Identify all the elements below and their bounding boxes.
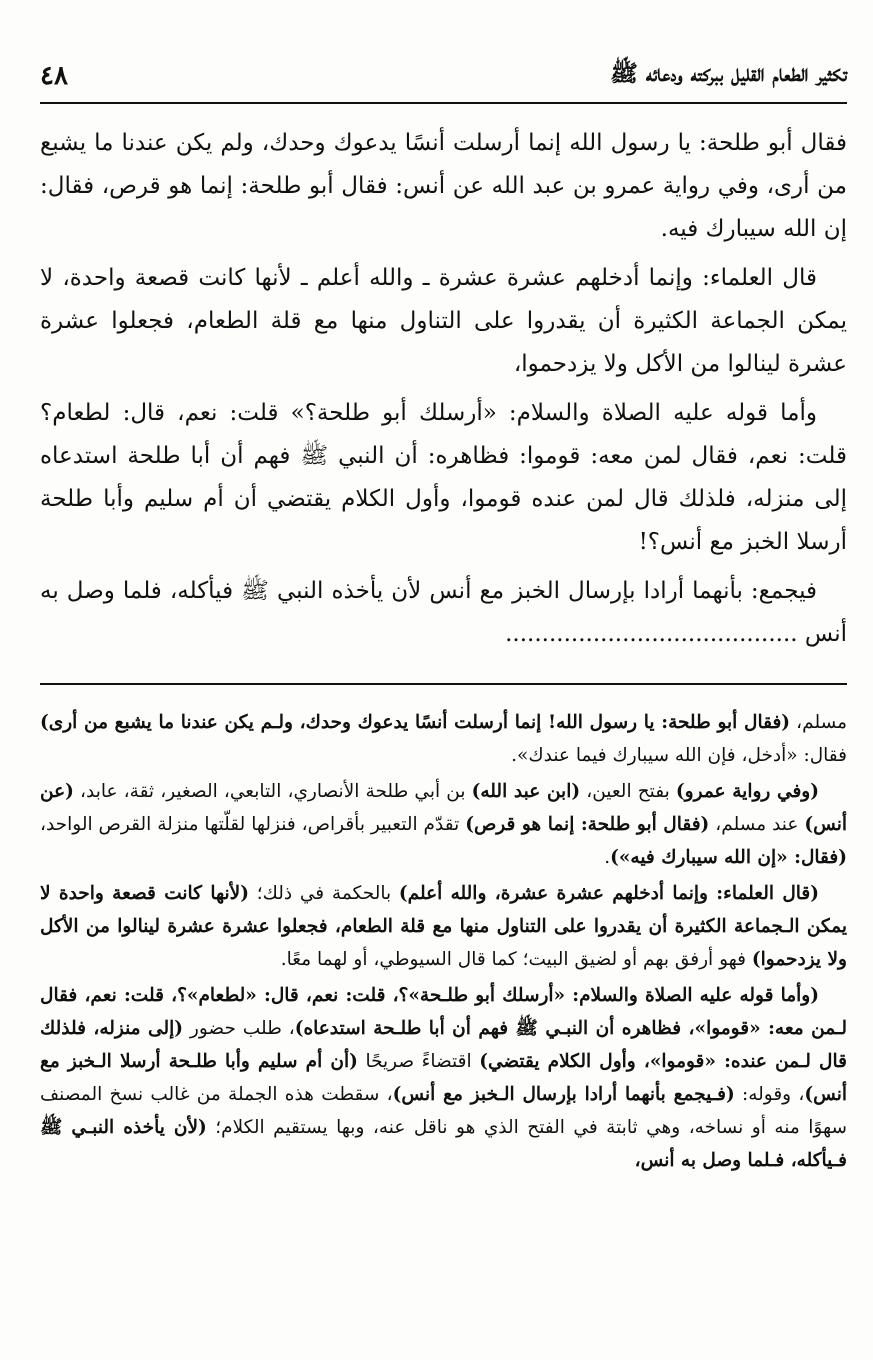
commentary-text-segment: بالحكمة في ذلك؛ — [248, 883, 399, 904]
quoted-text-segment: (قال العلماء: وإنما أدخلهم عشرة عشرة، والله أعلم) — [398, 883, 819, 904]
commentary-text-segment: اقتضاءً صريحًا — [357, 1051, 480, 1072]
main-text-block — [40, 122, 847, 662]
commentary-text-segment: عند مسلم، — [709, 814, 805, 835]
commentary-text-segment: تقدّم التعبير بأقراص، فنزلها لقلّتها منزلة القرص الواحد، — [40, 814, 466, 835]
commentary-paragraph-1 — [40, 706, 847, 772]
commentary-text-segment: فقال: «أدخل، فإن الله سيبارك فيما عندك». — [511, 745, 847, 766]
main-paragraph-4: فيجمع: بأنهما أرادا بإرسال الخبز مع أنس لأن يأخذه النبي ﷺ فيأكله، فلما وصل به أنس ........................................ — [40, 578, 847, 647]
commentary-text-segment: بن أبي طلحة الأنصاري، التابعي، الصغير، ثقة، عابد، — [73, 781, 472, 802]
quoted-text-segment: (فقال أبو طلحة: يا رسول الله! إنما أرسلت أنسًا يدعوك وحدك، ولـم يكن عندنا ما يشبع من أرى) — [40, 712, 791, 733]
quoted-text-segment: (وفي رواية عمرو) — [675, 781, 819, 802]
quoted-text-segment: (فقال أبو طلحة: إنما هو قرص) — [465, 814, 710, 835]
quoted-text-segment: (لأن يأخذه النبـي ﷺ فـيأكله، فـلما وصل به أنس، — [40, 1117, 847, 1171]
page-number: ٤٨ — [40, 61, 68, 91]
commentary-text-segment: ، وقوله: — [734, 1084, 805, 1105]
commentary-text-segment: ، سقطت هذه الجملة من غالب نسخ المصنف سهوًا منه أو نساخه، وهي ثابتة في الفتح الذي هو ناقل عنه، وبها يستقيم الكلام؛ — [40, 1084, 847, 1138]
commentary-block — [40, 706, 847, 1180]
quoted-text-segment: (ابن عبد الله) — [471, 781, 581, 802]
commentary-paragraph-2 — [40, 775, 847, 874]
quoted-text-segment: (فـيجمع بأنهما أرادا بإرسال الـخبز مع أنس) — [392, 1084, 735, 1105]
commentary-paragraph-3 — [40, 877, 847, 976]
commentary-text-segment: . — [604, 847, 611, 868]
quoted-text-segment: (لأنها كانت قصعة واحدة لا يمكن الـجماعة الكثيرة أن يقدروا على التناول منها مع قلة الطعام، فجعلوا عشرة عشرة لينالوا من الأكل ولا يزدحموا) — [40, 883, 847, 970]
commentary-text-segment: مسلم، — [790, 712, 847, 733]
commentary-text-segment: ، طلب حضور — [183, 1018, 295, 1039]
page-header — [40, 50, 847, 104]
commentary-paragraph-4 — [40, 979, 847, 1177]
running-title: تكثير الطعام القليل ببركته ودعائه ﷺ — [610, 60, 847, 87]
quoted-text-segment: (فقال: «إن الله سيبارك فيه») — [610, 847, 847, 868]
quoted-text-segment: (وأما قوله عليه الصلاة والسلام: «أرسلك أبو طلـحة»؟، قلت: نعم، قال: «لطعام»؟، قلت: نعم، فقال لـمن معه: «قوموا»، فظاهره أن النبـي ﷺ فهم أن أبا طلـحة استدعاه) — [40, 985, 847, 1039]
footnote-divider — [40, 683, 847, 685]
main-paragraph-3: وأما قوله عليه الصلاة والسلام: «أرسلك أبو طلحة؟» قلت: نعم، قال: لطعام؟ قلت: نعم، فقال لمن معه: قوموا: فظاهره: أن النبي ﷺ فهم أن أبا طلحة استدعاه إلى منزله، فلذلك قال لمن عنده قوموا، وأول الكلام يقتضي أن أم سليم وأبا طلحة أرسلا الخبز مع أنس؟! — [40, 400, 847, 555]
quoted-text-segment: (إلى منزله، فلذلك قال لـمن عنده: «قوموا»، وأول الكلام يقتضي) — [40, 1018, 847, 1072]
main-paragraph-1: فقال أبو طلحة: يا رسول الله إنما أرسلت أنسًا يدعوك وحدك، ولم يكن عندنا ما يشبع من أرى، وفي رواية عمرو بن عبد الله عن أنس: فقال أبو طلحة: إنما هو قرص، فقال: إن الله سيبارك فيه. — [40, 130, 847, 242]
quoted-text-segment: (أن أم سليم وأبا طلـحة أرسلا الـخبز مع أنس) — [40, 1051, 847, 1105]
commentary-text-segment: فهو أرفق بهم أو لضيق البيت؛ كما قال السيوطي، أو لهما معًا. — [280, 949, 752, 970]
quoted-text-segment: (عن أنس) — [40, 781, 848, 835]
commentary-text-segment: بفتح العين، — [580, 781, 676, 802]
main-paragraph-2: قال العلماء: وإنما أدخلهم عشرة عشرة ـ والله أعلم ـ لأنها كانت قصعة واحدة، لا يمكن الجماعة الكثيرة أن يقدروا على التناول منها مع قلة الطعام، فجعلوا عشرة عشرة لينالوا من الأكل ولا يزدحموا، — [40, 265, 847, 377]
